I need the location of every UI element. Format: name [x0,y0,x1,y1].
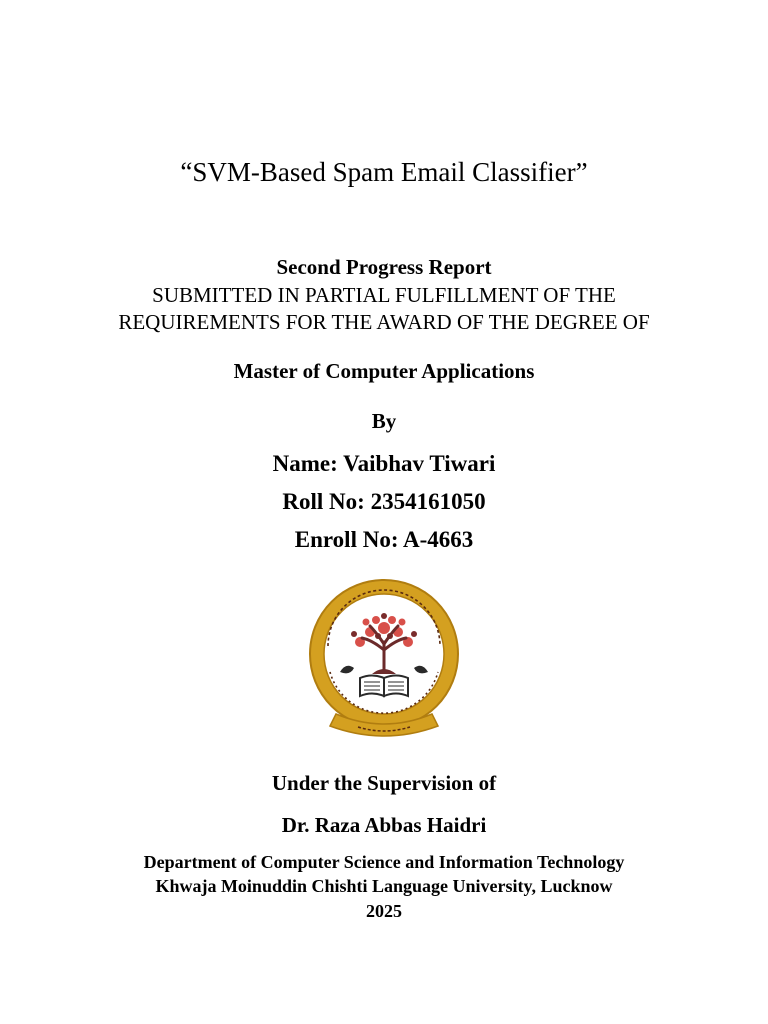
by-label: By [371,409,397,433]
supervision-label: Under the Supervision of [271,771,497,795]
degree-name: Master of Computer Applications [233,359,535,383]
student-enroll-number: Enroll No: A-4663 [294,527,474,552]
report-title: “SVM-Based Spam Email Classifier” [180,157,588,187]
university-name: Khwaja Moinuddin Chishti Language University, Lucknow [155,876,613,896]
submission-statement-line-2: REQUIREMENTS FOR THE AWARD OF THE DEGREE OF [118,310,650,334]
university-seal-icon [306,576,462,742]
submission-year: 2025 [366,901,402,921]
submission-statement-line-1: SUBMITTED IN PARTIAL FULFILLMENT OF THE [152,283,616,307]
student-name: Name: Vaibhav Tiwari [272,451,496,476]
report-type: Second Progress Report [276,255,492,279]
student-roll-number: Roll No: 2354161050 [282,489,486,514]
supervisor-name: Dr. Raza Abbas Haidri [281,813,487,837]
department-name: Department of Computer Science and Information Technology [143,852,625,872]
